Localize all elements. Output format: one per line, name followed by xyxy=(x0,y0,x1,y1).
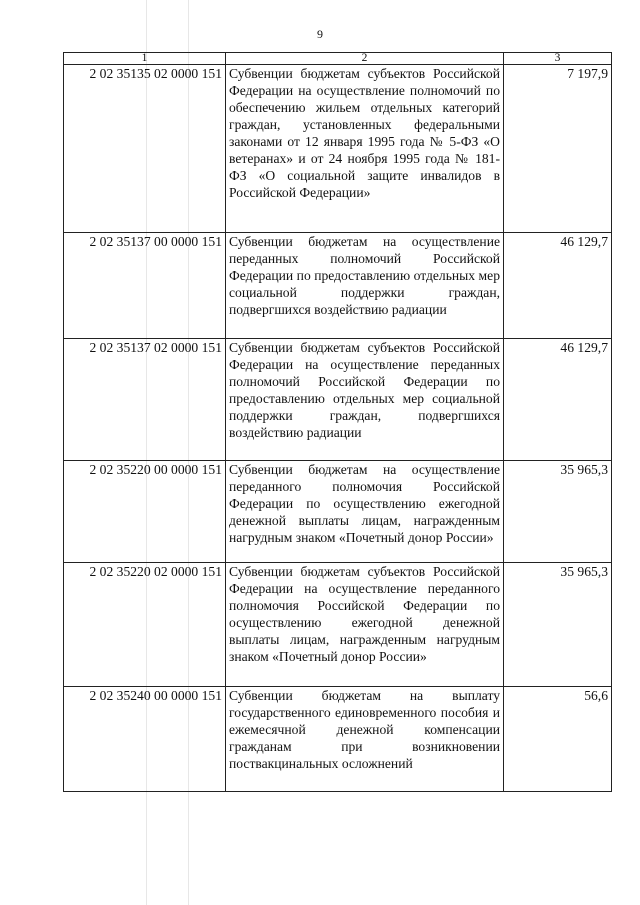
column-header-amount: 3 xyxy=(504,53,612,65)
amount-cell: 46 129,7 xyxy=(504,233,612,339)
column-header-code: 1 xyxy=(64,53,226,65)
amount-cell: 46 129,7 xyxy=(504,339,612,461)
description-cell: Субвенции бюджетам на осуществление переданных полномочий Российской Федерации по предоставлению отдельных мер социальной поддержки граждан, подвергшихся воздействию радиации xyxy=(226,233,504,339)
budget-code-cell: 2 02 35137 00 0000 151 xyxy=(64,233,226,339)
description-cell: Субвенции бюджетам на выплату государственного единовременного пособия и ежемесячной денежной компенсации гражданам при возникновении поствакцинальных осложнений xyxy=(226,687,504,792)
amount-cell: 35 965,3 xyxy=(504,563,612,687)
budget-code-cell: 2 02 35220 00 0000 151 xyxy=(64,461,226,563)
column-header-description: 2 xyxy=(226,53,504,65)
budget-code-cell: 2 02 35220 02 0000 151 xyxy=(64,563,226,687)
description-cell: Субвенции бюджетам субъектов Российской Федерации на осуществление полномочий по обеспечению жильем отдельных категорий граждан, установленных федеральными законами от 12 января 1995 года № 5-ФЗ «О ветеранах» и от 24 ноября 1995 года № 181-ФЗ «О социальной защите инвалидов в Российской Федерации» xyxy=(226,65,504,233)
table-row xyxy=(64,461,612,563)
page-number: 9 xyxy=(317,27,323,41)
table-header-row xyxy=(64,53,612,65)
description-cell: Субвенции бюджетам субъектов Российской Федерации на осуществление переданных полномочий Российской Федерации по предоставлению отдельных мер социальной поддержки граждан, подвергшихся воздействию радиации xyxy=(226,339,504,461)
table-row xyxy=(64,65,612,233)
amount-cell: 35 965,3 xyxy=(504,461,612,563)
table-row xyxy=(64,687,612,792)
description-cell: Субвенции бюджетам субъектов Российской Федерации на осуществление переданного полномочия Российской Федерации по осуществлению ежегодной денежной выплаты лицам, награжденным нагрудным знаком «Почетный донор России» xyxy=(226,563,504,687)
table-row xyxy=(64,233,612,339)
description-cell: Субвенции бюджетам на осуществление переданного полномочия Российской Федерации по осуществлению ежегодной денежной выплаты лицам, награжденным нагрудным знаком «Почетный донор России» xyxy=(226,461,504,563)
table-row xyxy=(64,563,612,687)
budget-code-cell: 2 02 35137 02 0000 151 xyxy=(64,339,226,461)
amount-cell: 56,6 xyxy=(504,687,612,792)
budget-code-cell: 2 02 35135 02 0000 151 xyxy=(64,65,226,233)
table-row xyxy=(64,339,612,461)
budget-table xyxy=(63,52,612,792)
budget-code-cell: 2 02 35240 00 0000 151 xyxy=(64,687,226,792)
amount-cell: 7 197,9 xyxy=(504,65,612,233)
